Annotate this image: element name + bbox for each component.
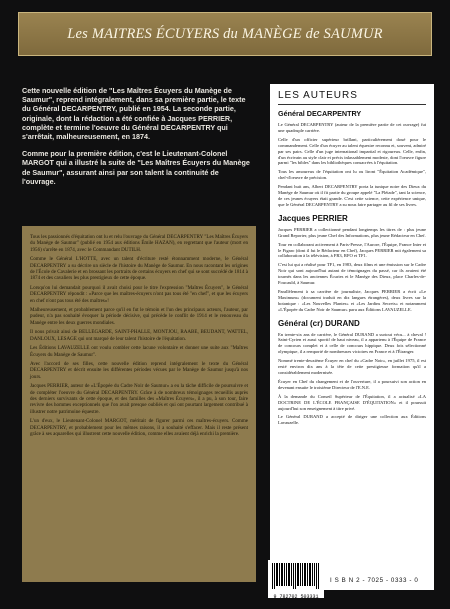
author-bio-paragraph: C'est lui qui a réalisé pour TF1, en 1983, deux films et une émission sur le Cadre Noir qui sont aujourd'hui autant de témoignages du passé, car ils avaient été tournés dans les anciennes Écuries et le Manège des Dieux, place Charles-de-Foucauld, à Saumur.: [278, 262, 426, 286]
book-title: Les MAITRES ÉCUYERS du MANÈGE de SAUMUR: [67, 25, 383, 42]
author-bio-paragraph: Écuyer en Chef du changement et de l'ouverture, il a poursuivi son action en devenant ensuite le troisième Directeur de l'E.N.E.: [278, 378, 426, 390]
author-name-perrier: Jacques PERRIER: [278, 213, 348, 223]
description-paragraph: L'un d'eux, le Lieutenant-Colonel MARGOT, méritait de figurer parmi ces maîtres-écuyers. Comme DECARPENTRY, et probablement pour les mêmes raisons, il a souhaité s'effacer. Mais il reste présent grâce à ses aquarelles qui illustrent cette nouvelle édition, comme elles avaient déjà enrichi la première.: [30, 418, 248, 437]
barcode-bars-icon: [271, 563, 321, 589]
author-name-decarpentry: Général DECARPENTRY: [278, 109, 362, 118]
isbn-label: I S B N 2 - 7025 - 0333 - 0: [330, 577, 419, 584]
description-paragraph: Avec l'accord de ses filles, cette nouvelle édition reprend intégralement le texte du Général DECARPENTRY et décrit ensuite les différentes périodes vécues par le Manège de Saumur jusqu'à nos jours.: [30, 360, 248, 380]
author-bio-paragraph: Le Général DURAND a accepté de diriger une collection aux Éditions Lavauzelle.: [278, 414, 426, 426]
barcode: [268, 560, 324, 598]
description-paragraph: Malheureusement, et probablement parce qu'il en fut le témoin et l'un des principaux acteurs, l'auteur, par pudeur, n'a pas souhaité évoquer la période décisive, qui précède le conflit de 1914 et le renouveau du Manège entre les deux guerres mondiales.: [30, 307, 248, 326]
author-bio-paragraph: Parallèlement à sa carrière de journaliste, Jacques PERRIER a écrit «Le Maximum» (document traduit en dix langues étrangères), deux livres sur la botanique : «Les Nouvelles Plantes» et «Les Jardins Secrets» et notamment «L'Épopée du Cadre Noir de Saumur» paru aux Éditions LAVAUZELLE.: [278, 288, 426, 312]
description-paragraph: Il nous privait ainsi de BELLEGARDE, SAINT-PHALLE, MONTJOU, RAABE, BEUDANT, WATTEL, DANLOUX, LESAGE qui ont marqué de leur talent l'histoire de l'équitation.: [30, 329, 248, 342]
description-paragraph: Jacques PERRIER, auteur de «L'Épopée du Cadre Noir de Saumur» a eu la tâche difficile de poursuivre et de compléter l'oeuvre du Général DECARPENTRY. Grâce à de nombreux témoignages recueillis auprès des derniers survivants de cette époque, et des familles des «Maîtres Écuyers», il a pu, à son tour, faire revivre des hommes exceptionnels que l'on avait presque oubliés et qui ont pourtant largement contribué à illustrer notre patrimoine équestre.: [30, 383, 248, 415]
intro-text: [22, 86, 254, 194]
author-bio-paragraph: Jacques PERRIER a collectionné pendant longtemps les titres de : plus jeune Grand Reporter, plus jeune Chef des Informations, plus jeune Rédacteur en Chef.: [278, 226, 426, 238]
author-bio-paragraph: Le Général DECARPENTRY (auteur de la première partie de cet ouvrage) fut une quadruple carrière.: [278, 122, 426, 133]
author-bio-paragraph: À la demande du Conseil Supérieur de l'Équitation, il a actualisé «LA DOCTRINE DE L'ÉCOLE FRANÇAISE D'ÉQUITATION» et il poursuit aujourd'hui son enseignement à titre privé.: [278, 393, 426, 411]
author-bio-paragraph: Tour en collaborant activement à Paris-Presse, l'Aurore, l'Équipe, France Inter et le Figaro (dont il fut le Rédacteur en Chef), Jacques PERRIER mit également sa collaboration à la télévision, à FR3, RFO et TF1.: [278, 241, 426, 259]
description-paragraph: Tous les passionnés d'équitation ont lu et relu l'ouvrage du Général DECARPENTRY "Les Maîtres Écuyers du Manège de Saumur" (publié en 1954 aux éditions Émile HAZAN), en regrettant que l'auteur (mort en 1956) s'arrête en 1874, avec le Commandant DUTILH.: [30, 234, 248, 253]
description-box: [22, 226, 256, 582]
author-bio-paragraph: Pendant huit ans, Albert DECARPENTRY porta la tunique noire des Dieux du Manège de Saumur où il fit partie du groupe appelé "La Pléiade", tant la science, de ces jeunes écuyers était grande. C'est cette science, cette expérience unique, que le Général DECARPENTRY a su nous faire partager au fil de ses livres.: [278, 184, 426, 207]
authors-heading: LES AUTEURS: [278, 90, 358, 101]
author-bio-paragraph: Tous les amoureux de l'équitation ont lu ou liront "Équitation Académique", chef-d'oeuvre de précision.: [278, 169, 426, 181]
author-bio-paragraph: Celle d'un officier supérieur brillant, particulièrement doué pour le commandement. Celle d'un écuyer au talent équestre reconnu et, souvent, admiré par ses pairs. Celle d'un juge international impartial et rigoureux. Celle, enfin, d'un écrivain au style clair et précis inlassablement modeste, dont l'oeuvre figure parmi "les bibles" dans les bibliothèques consacrées à l'équitation.: [278, 136, 426, 166]
author-bio-paragraph: En trente-six ans de carrière, le Général DURAND a surtout vécu... à cheval ! Saint-Cyrien et aussi sportif de haut niveau, il a appartenu à l'Équipe de France de concours complet et à celle de concours hippique. Deux fois sélectionné olympique, il a remporté de nombreuses victoires en France et à l'Étranger.: [278, 331, 426, 355]
author-bio-paragraph: Nommé trente-deuxième Écuyer en chef du «Cadre Noir», en juillet 1975, il est resté environ dix ans à la tête de cette prestigieuse formation qu'il a considérablement modernisée.: [278, 358, 426, 375]
authors-panel: [270, 84, 434, 590]
intro-paragraph: Cette nouvelle édition de "Les Maîtres Écuyers du Manège de Saumur", reprend intégralement, dans sa première partie, le texte du Général DECARPENTRY, publié en 1954. La seconde partie, originale, dont la rédaction a été confiée à Jacques PERRIER, complète et termine l'oeuvre du Général DECARPENTRY qui s'arrêtait, malheureusement, en 1874.: [22, 86, 246, 142]
barcode-digits: 9 782702 503331: [273, 594, 319, 600]
description-paragraph: Lorsqu'on lui demandait pourquoi il avait choisi pour le titre l'expression "Maîtres Écuyers", le Général DECARPENTRY répondit : «Parce que les maîtres-écuyers n'ont pas tous été "en chef", et que les écuyers en chef n'ont pas tous été des maîtres»!: [30, 284, 248, 304]
divider: [278, 104, 426, 105]
description-paragraph: Comme le Général L'HOTTE, avec un talent d'écriture resté étonnamment moderne, le Général DECARPENTRY a su décrire un siècle de l'histoire du Manège de Saumur. En nous racontant les origines de l'École de Cavalerie et en brossant les portraits de certains écuyers en chef qui se sont succédé de 1814 à 1874 et des cavaliers les plus prestigieux de cette époque.: [30, 256, 248, 282]
title-banner: [18, 12, 432, 56]
intro-paragraph: Comme pour la première édition, c'est le Lieutenant-Colonel MARGOT qui a illustré la suite de "Les Maîtres Écuyers du Manège de Saumur", assurant ainsi par son talent la continuité de l'ouvrage.: [22, 149, 250, 186]
description-paragraph: Les Éditions LAVAUZELLE ont voulu combler cette lacune volontaire et donner une suite aux "Maîtres Écuyers du Manège de Saumur".: [30, 345, 248, 358]
author-name-durand: Général (cr) DURAND: [278, 318, 360, 328]
